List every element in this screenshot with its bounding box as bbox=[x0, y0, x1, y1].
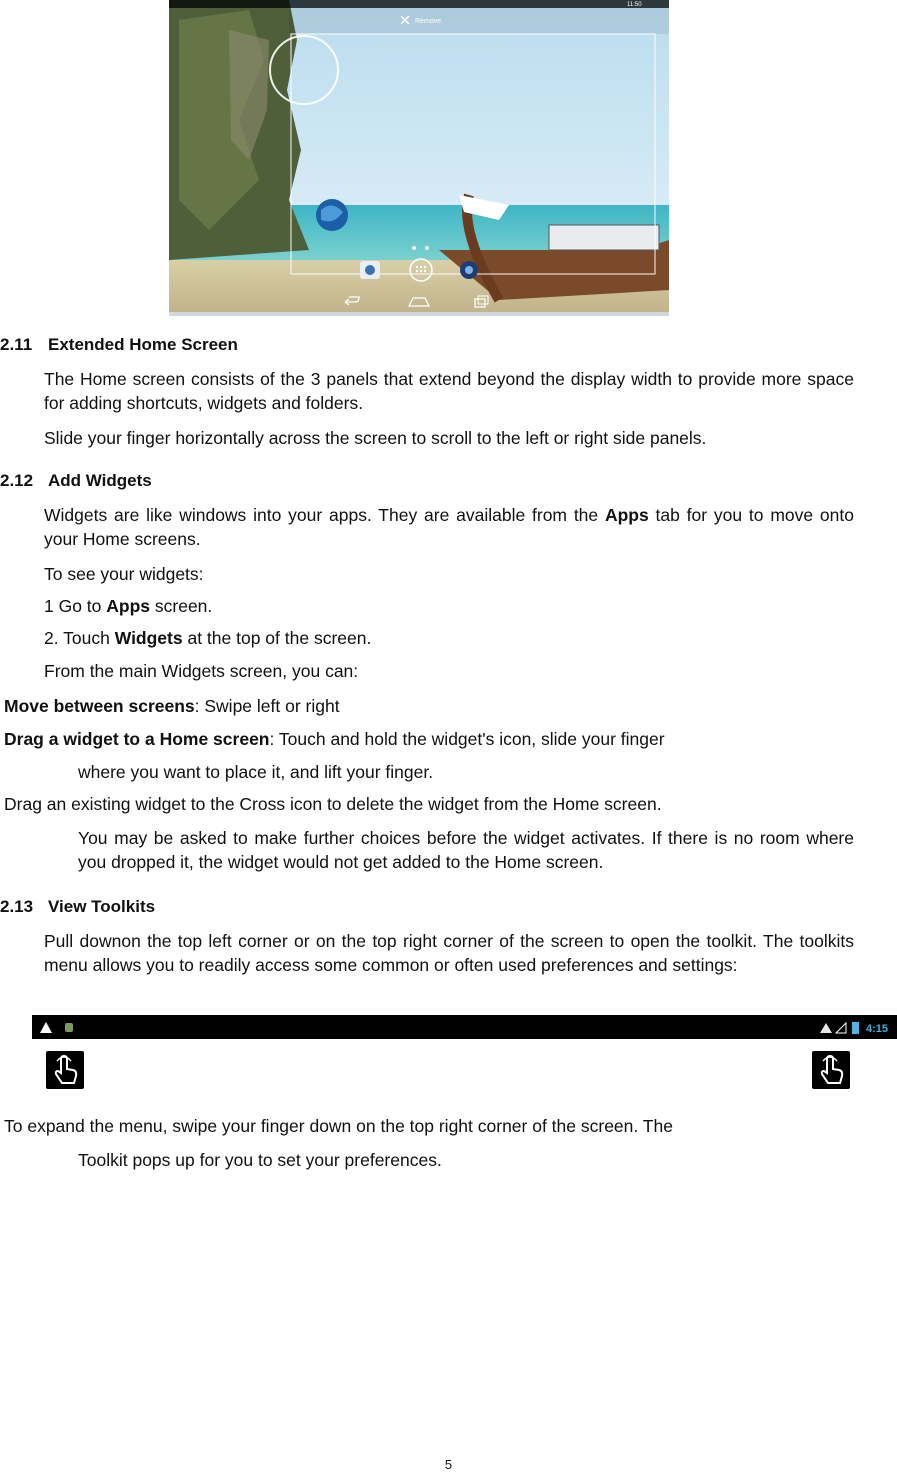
section-title: Extended Home Screen bbox=[48, 335, 238, 354]
step-1: 1 Go to Apps screen. bbox=[44, 596, 213, 616]
section-number: 2.11 bbox=[0, 335, 33, 354]
note-paragraph: You may be asked to make further choices before the widget activates. If there is no room where you dropped it, the widget would not get added to the Home screen. bbox=[78, 828, 854, 872]
apps-term: Apps bbox=[604, 505, 649, 525]
widgets-term: Widgets bbox=[114, 628, 183, 648]
section-title: Add Widgets bbox=[48, 471, 152, 490]
section-2-13-heading bbox=[0, 895, 155, 919]
move-between-screens: Move between screens: Swipe left or right bbox=[4, 696, 340, 716]
section-number: 2.13 bbox=[0, 897, 34, 916]
section-title: View Toolkits bbox=[48, 897, 156, 916]
page-number: 5 bbox=[444, 1457, 453, 1472]
section-2-12-heading bbox=[0, 469, 152, 493]
apps-term: Apps bbox=[106, 596, 151, 616]
paragraph: Slide your finger horizontally across the screen to scroll to the left or right side panels. bbox=[44, 428, 707, 448]
paragraph: From the main Widgets screen, you can: bbox=[44, 661, 359, 681]
drag-widget-cont: where you want to place it, and lift your finger. bbox=[78, 762, 434, 782]
drag-widget: Drag a widget to a Home screen: Touch and hold the widget's icon, slide your finger bbox=[4, 729, 665, 749]
home-screen-screenshot bbox=[169, 0, 669, 316]
section-number: 2.12 bbox=[0, 471, 34, 490]
step-2: 2. Touch Widgets at the top of the screen. bbox=[44, 628, 372, 648]
hand-swipe-icon-left bbox=[46, 1051, 84, 1089]
settings-icon[interactable] bbox=[360, 261, 380, 279]
paragraph: The Home screen consists of the 3 panels that extend beyond the display width to provide more space for adding shortcuts, widgets and folders. bbox=[44, 369, 854, 413]
paragraph: Drag an existing widget to the Cross icon to delete the widget from the Home screen. bbox=[4, 794, 662, 814]
section-2-11-heading bbox=[0, 333, 238, 357]
android-icon bbox=[65, 1023, 73, 1032]
hand-swipe-icon-right bbox=[812, 1051, 850, 1089]
paragraph: Toolkit pops up for you to set your preferences. bbox=[78, 1150, 442, 1170]
paragraph: To see your widgets: bbox=[44, 564, 204, 584]
screenshot-status-time: 11:50 bbox=[627, 2, 642, 8]
remove-label: Remove bbox=[415, 18, 442, 25]
paragraph: To expand the menu, swipe your finger down on the top right corner of the screen. The bbox=[4, 1116, 673, 1136]
browser-icon[interactable] bbox=[460, 261, 478, 279]
battery-icon bbox=[852, 1022, 859, 1034]
toolkit-status-time: 4:15 bbox=[866, 1023, 889, 1035]
paragraph: Widgets are like windows into your apps. They are available from the Apps tab for you to move onto your Home screens. bbox=[44, 505, 854, 549]
status-bar-image bbox=[0, 1013, 897, 1041]
paragraph: Pull downon the top left corner or on the top right corner of the screen to open the toolkit. The toolkits menu allows you to readily access some common or often used preferences and settings: bbox=[44, 931, 854, 975]
